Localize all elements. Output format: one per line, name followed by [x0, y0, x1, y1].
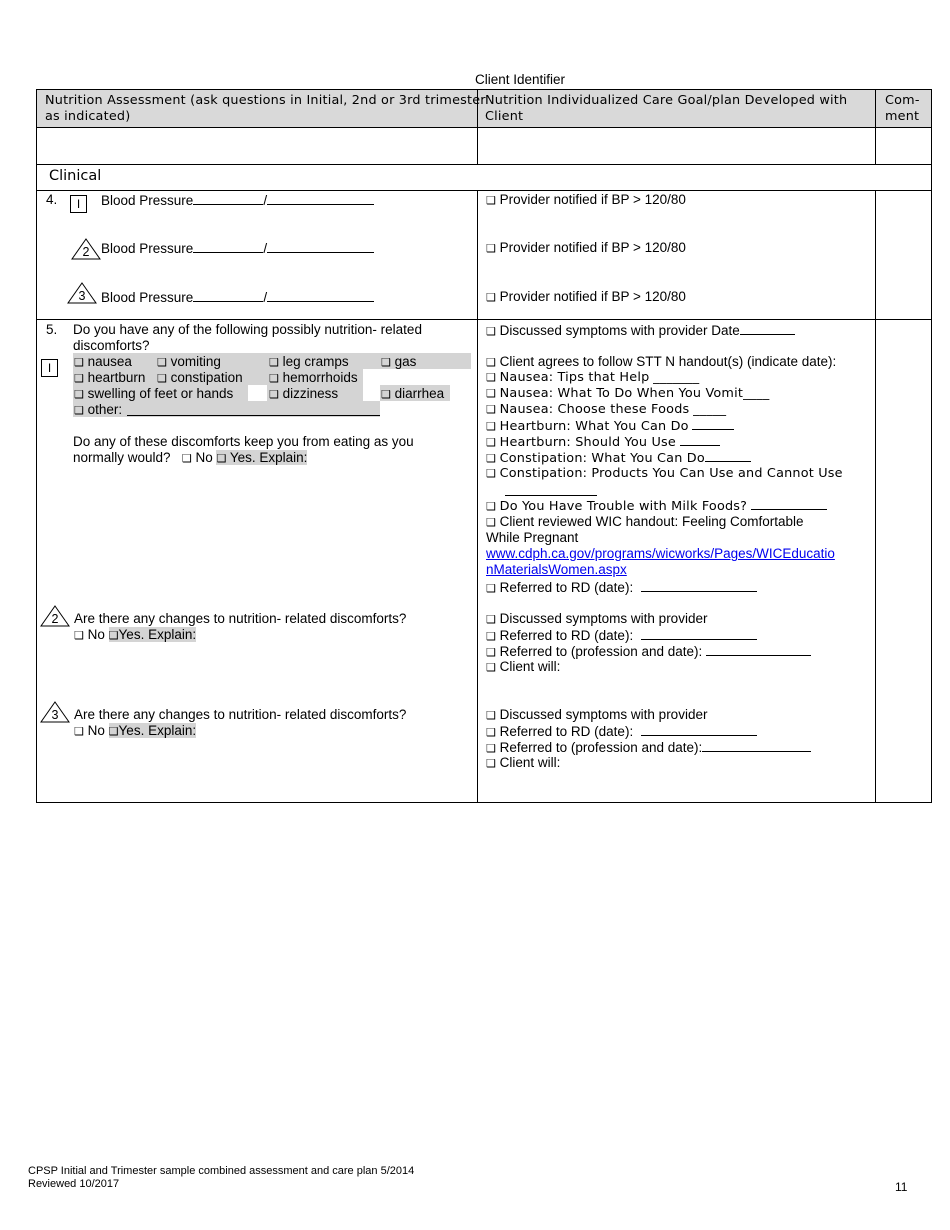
checkbox-icon[interactable]: ❑: [157, 373, 167, 385]
yes-explain-option[interactable]: [109, 723, 196, 738]
checkbox-icon[interactable]: ❑: [74, 405, 84, 417]
plan-reviewed-2: While Pregnant: [486, 530, 579, 545]
date-field[interactable]: [680, 433, 720, 446]
symptom-label: other:: [87, 402, 123, 417]
eating-question-text: normally would?: [73, 450, 171, 465]
checkbox-icon[interactable]: ❑: [486, 404, 496, 416]
q4-comment-cell[interactable]: [876, 191, 932, 320]
third-trimester-number: 3: [78, 289, 86, 303]
blank-cell: [37, 128, 478, 165]
q4-number: 4.: [46, 192, 58, 207]
yes-explain-label: Yes. Explain:: [229, 450, 308, 465]
checkbox-icon[interactable]: ❑: [381, 389, 391, 401]
checkbox-icon[interactable]: ❑: [486, 195, 496, 207]
blank-field[interactable]: _______: [653, 370, 700, 385]
date-field[interactable]: [706, 643, 811, 656]
date-field[interactable]: [702, 739, 811, 752]
symptom-heartburn[interactable]: [74, 370, 145, 387]
checkbox-icon[interactable]: ❑: [157, 357, 167, 369]
checkbox-icon[interactable]: ❑: [181, 453, 192, 465]
header-col2-text2: Client: [485, 109, 524, 124]
bp-diastolic-field[interactable]: [267, 240, 374, 253]
checkbox-icon[interactable]: ❑: [269, 357, 279, 369]
symptom-label: hemorrhoids: [282, 370, 358, 385]
bp-row-initial[interactable]: [101, 192, 374, 209]
plan-label: Client will:: [499, 659, 561, 674]
yes-explain-option[interactable]: [216, 450, 307, 465]
symptom-label: gas: [394, 354, 417, 369]
blank-field[interactable]: _____: [693, 402, 727, 417]
change-question-3rd: Are there any changes to nutrition- related discomforts?: [74, 707, 407, 722]
plan-label: Referred to (profession and date):: [499, 740, 703, 755]
eating-question: Do any of these discomforts keep you from eating as you: [73, 434, 414, 449]
bp-row-third[interactable]: [101, 289, 374, 306]
second-trimester-number: 2: [82, 245, 90, 259]
checkbox-icon[interactable]: ❑: [269, 389, 279, 401]
header-col2-text: Nutrition Individualized Care Goal/plan Developed with: [485, 93, 848, 108]
q5-question-2: discomforts?: [73, 338, 150, 353]
symptom-label: vomiting: [170, 354, 221, 369]
checkbox-icon[interactable]: ❑: [486, 468, 496, 480]
checkbox-icon[interactable]: ❑: [74, 726, 84, 738]
no-option[interactable]: No: [87, 723, 105, 738]
second-trimester-icon: [71, 238, 101, 260]
plan-discussed-2nd[interactable]: [486, 611, 707, 628]
bp-provider-note-1[interactable]: [486, 192, 686, 209]
bp-label: Blood Pressure: [101, 290, 194, 305]
checkbox-icon[interactable]: ❑: [74, 357, 84, 369]
date-field[interactable]: [641, 723, 757, 736]
plan-milk[interactable]: [486, 497, 827, 515]
symptom-diarrhea[interactable]: [381, 386, 444, 403]
checkbox-icon[interactable]: ❑: [486, 727, 496, 739]
q5-comment-cell[interactable]: [876, 320, 932, 803]
plan-label: Nausea: Tips that Help: [499, 370, 650, 385]
checkbox-icon[interactable]: ❑: [486, 372, 496, 384]
change-answer-2nd: [74, 627, 196, 644]
bp-provider-note-3[interactable]: [486, 289, 686, 306]
date-field[interactable]: [641, 579, 757, 592]
symptom-dizziness[interactable]: [269, 386, 338, 403]
checkbox-icon[interactable]: ❑: [486, 517, 496, 529]
header-col3-text: Com-: [885, 93, 920, 108]
bp-systolic-field[interactable]: [193, 240, 263, 253]
checkbox-icon[interactable]: ❑: [486, 614, 496, 626]
symptom-label: heartburn: [87, 370, 146, 385]
eating-question-2: [73, 450, 307, 467]
plan-label: Nausea: Choose these Foods: [499, 402, 690, 417]
plan-label: Client reviewed WIC handout: Feeling Comfortable: [499, 514, 804, 529]
bp-separator: /: [263, 241, 268, 256]
blank-field[interactable]: ____: [743, 386, 770, 401]
checkbox-icon[interactable]: ❑: [486, 357, 496, 369]
wic-link[interactable]: [486, 546, 835, 562]
change-answer-3rd: [74, 723, 196, 740]
checkbox-icon[interactable]: ❑: [486, 243, 496, 255]
bp-systolic-field[interactable]: [193, 289, 263, 302]
plan-label: Heartburn: Should You Use: [499, 435, 676, 450]
symptom-leg-cramps[interactable]: [269, 354, 349, 371]
symptom-gas[interactable]: [381, 354, 416, 371]
symptom-constipation[interactable]: [157, 370, 243, 387]
other-underline: [127, 415, 380, 416]
checkbox-icon[interactable]: ❑: [74, 630, 84, 642]
symptom-nausea[interactable]: [74, 354, 132, 371]
checkbox-icon[interactable]: ❑: [381, 357, 391, 369]
bp-label: Blood Pressure: [101, 241, 194, 256]
section-row: [37, 165, 932, 191]
initial-box-icon: I: [41, 359, 58, 377]
bp-provider-note-2[interactable]: [486, 240, 686, 257]
date-field[interactable]: [740, 322, 795, 335]
checkbox-icon[interactable]: ❑: [486, 292, 496, 304]
plan-referred-rd[interactable]: [486, 579, 757, 597]
plan-discussed-3rd[interactable]: [486, 707, 707, 724]
checkbox-icon[interactable]: ❑: [74, 373, 84, 385]
plan-label: Do You Have Trouble with Milk Foods?: [499, 499, 748, 514]
date-field[interactable]: [705, 449, 751, 462]
checkbox-icon[interactable]: ❑: [486, 583, 496, 595]
plan-label: Referred to RD (date):: [499, 580, 634, 595]
checkbox-icon[interactable]: ❑: [486, 501, 496, 513]
footer-line1: CPSP Initial and Trimester sample combined assessment and care plan 5/2014: [28, 1165, 415, 1177]
products-date-field[interactable]: [505, 495, 597, 496]
bp-provider-label: Provider notified if BP > 120/80: [499, 289, 686, 304]
second-trimester-number: 2: [51, 612, 59, 626]
bp-label: Blood Pressure: [101, 193, 194, 208]
checkbox-icon[interactable]: ❑: [486, 710, 496, 722]
checkbox-icon[interactable]: ❑: [486, 453, 496, 465]
checkbox-icon[interactable]: ❑: [108, 630, 119, 642]
q5-question: Do you have any of the following possibly nutrition- related: [73, 322, 422, 337]
blank-cell: [478, 128, 876, 165]
bp-separator: /: [263, 290, 268, 305]
plan-foods[interactable]: [486, 401, 726, 418]
plan-vomit[interactable]: [486, 385, 769, 402]
second-trimester-icon: [40, 605, 70, 627]
wic-link-text[interactable]: www.cdph.ca.gov/programs/wicworks/Pages/WICEducatio: [486, 546, 835, 561]
plan-label: Heartburn: What You Can Do: [499, 419, 689, 434]
plan-label: Nausea: What To Do When You Vomit: [499, 386, 744, 401]
third-trimester-icon: [67, 282, 97, 304]
symptom-label: diarrhea: [394, 386, 445, 401]
checkbox-icon[interactable]: ❑: [74, 389, 84, 401]
symptom-hemorrhoids[interactable]: [269, 370, 358, 387]
client-identifier-label: Client Identifier: [475, 72, 566, 87]
wic-link-2[interactable]: [486, 562, 627, 578]
third-trimester-icon: [40, 701, 70, 723]
plan-reviewed[interactable]: [486, 514, 804, 531]
plan-nausea-tips[interactable]: [486, 369, 699, 386]
symptom-label: swelling of feet or hands: [87, 386, 234, 401]
checkbox-icon[interactable]: ❑: [486, 437, 496, 449]
symptom-label: leg cramps: [282, 354, 349, 369]
section-title: Clinical: [49, 168, 102, 184]
bp-row-second[interactable]: [101, 240, 374, 257]
checkbox-icon[interactable]: ❑: [216, 453, 227, 465]
yes-explain-label: Yes. Explain:: [118, 723, 197, 738]
checkbox-icon[interactable]: ❑: [486, 421, 496, 433]
symptom-label: dizziness: [282, 386, 339, 401]
plan-label: Discussed symptoms with provider: [499, 611, 708, 626]
symptom-label: constipation: [170, 370, 243, 385]
symptom-vomiting[interactable]: [157, 354, 221, 371]
yes-explain-option[interactable]: [109, 627, 196, 642]
bp-diastolic-field[interactable]: [267, 289, 374, 302]
no-option[interactable]: No: [87, 627, 105, 642]
plan-label: Discussed symptoms with provider: [499, 707, 708, 722]
symptom-swelling[interactable]: [74, 386, 233, 403]
yes-explain-label: Yes. Explain:: [118, 627, 197, 642]
checkbox-icon[interactable]: ❑: [108, 726, 119, 738]
plan-label: Client agrees to follow STT N handout(s) (indicate date):: [499, 354, 837, 369]
date-field[interactable]: [751, 497, 827, 510]
plan-client-will-2nd[interactable]: [486, 659, 560, 676]
bp-provider-label: Provider notified if BP > 120/80: [499, 240, 686, 255]
no-option[interactable]: No: [195, 450, 213, 465]
q5-number: 5.: [46, 322, 58, 337]
symptom-label: nausea: [87, 354, 132, 369]
checkbox-icon[interactable]: ❑: [486, 662, 496, 674]
checkbox-icon[interactable]: ❑: [486, 743, 496, 755]
plan-constipation-products[interactable]: [486, 465, 843, 482]
header-col1-text2: as indicated): [45, 109, 131, 124]
plan-label: Referred to (profession and date):: [499, 644, 703, 659]
plan-label: Referred to RD (date):: [499, 724, 634, 739]
checkbox-icon[interactable]: ❑: [486, 326, 496, 338]
checkbox-icon[interactable]: ❑: [486, 758, 496, 770]
plan-discussed-date[interactable]: [486, 322, 795, 340]
bp-provider-label: Provider notified if BP > 120/80: [499, 192, 686, 207]
plan-client-will-3rd[interactable]: [486, 755, 560, 772]
checkbox-icon[interactable]: ❑: [486, 647, 496, 659]
plan-label: Client will:: [499, 755, 561, 770]
plan-label: Referred to RD (date):: [499, 628, 634, 643]
header-col1-text: Nutrition Assessment (ask questions in Initial, 2nd or 3rd trimester: [45, 93, 486, 108]
date-field[interactable]: [692, 417, 734, 430]
checkbox-icon[interactable]: ❑: [269, 373, 279, 385]
blank-cell: [876, 128, 932, 165]
bp-separator: /: [263, 193, 268, 208]
plan-label: Constipation: Products You Can Use and Cannot Use: [499, 466, 843, 481]
bp-systolic-field[interactable]: [193, 192, 263, 205]
symptom-other[interactable]: [74, 402, 122, 419]
header-col3-text2: ment: [885, 109, 920, 124]
initial-box-icon: I: [70, 195, 87, 213]
footer-line2: Reviewed 10/2017: [28, 1178, 120, 1190]
checkbox-icon[interactable]: ❑: [486, 388, 496, 400]
change-question-2nd: Are there any changes to nutrition- related discomforts?: [74, 611, 407, 626]
bp-diastolic-field[interactable]: [267, 192, 374, 205]
checkbox-icon[interactable]: ❑: [486, 631, 496, 643]
plan-label: Constipation: What You Can Do: [499, 451, 705, 466]
third-trimester-number: 3: [51, 708, 59, 722]
wic-link-text[interactable]: nMaterialsWomen.aspx: [486, 562, 627, 577]
plan-label: Discussed symptoms with provider Date: [499, 323, 740, 338]
date-field[interactable]: [641, 627, 757, 640]
page-number: 11: [895, 1180, 908, 1194]
